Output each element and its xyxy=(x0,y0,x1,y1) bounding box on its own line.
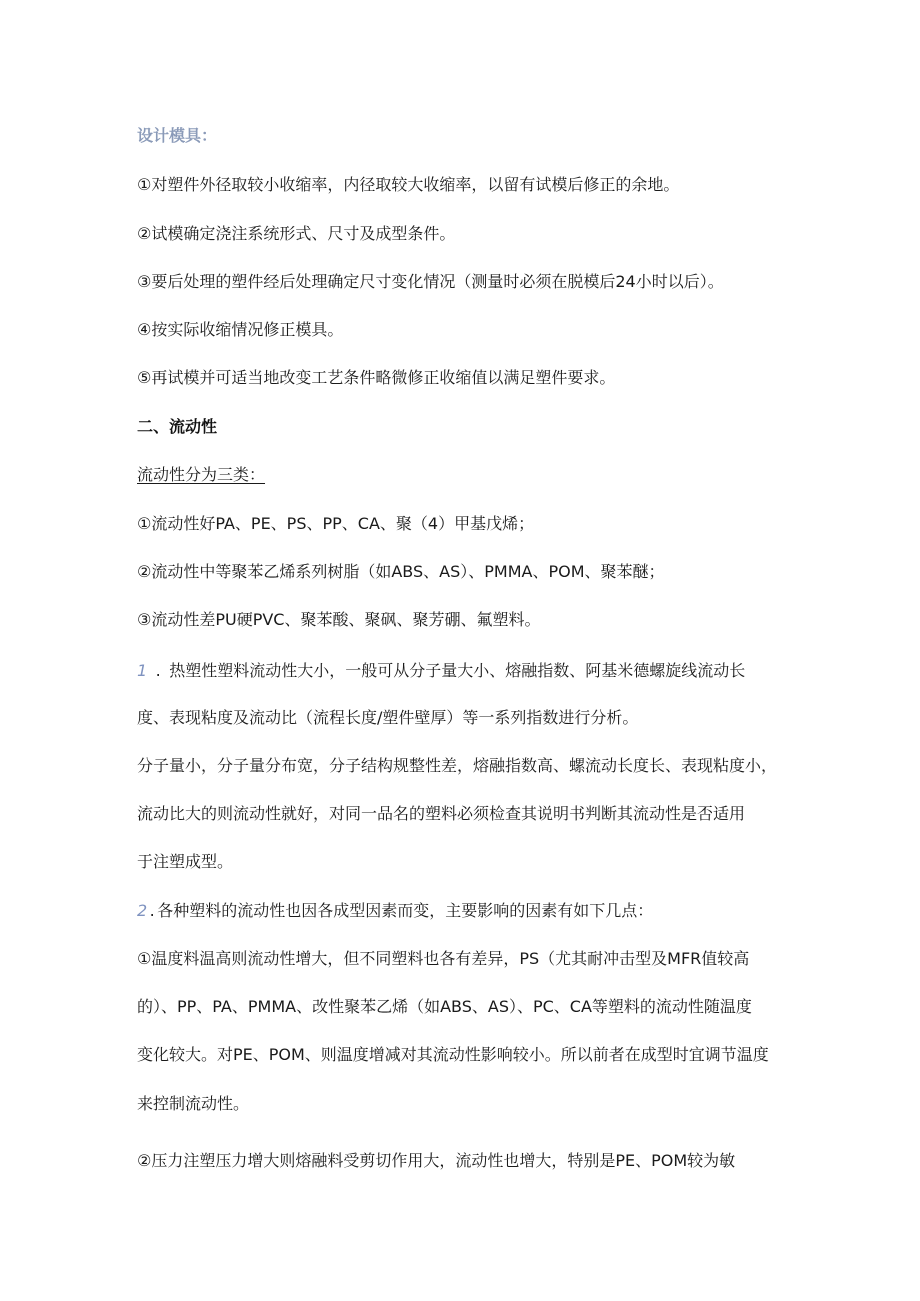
temperature-line-4: 来控制流动性。 xyxy=(137,1094,250,1113)
design-mold-item-5: ⑤再试模并可适当地改变工艺条件略微修正收缩值以满足塑件要求。 xyxy=(137,368,616,387)
pressure-line-1: ②压力注塑压力增大则熔融料受剪切作用大，流动性也增大，特别是PE、POM较为敏 xyxy=(137,1151,736,1170)
point-1-separator: . xyxy=(155,661,161,680)
molecular-line-3: 于注塑成型。 xyxy=(137,852,234,871)
point-1-number: 1 xyxy=(137,661,148,680)
point-2-line xyxy=(137,900,653,922)
design-mold-item-4: ④按实际收缩情况修正模具。 xyxy=(137,320,344,339)
point-1-text: 热塑性塑料流动性大小，一般可从分子量大小、熔融指数、阿基米德螺旋线流动长 xyxy=(169,661,746,680)
point-2-separator: . xyxy=(149,901,155,920)
point-1-line-2: 度、表现粘度及流动比（流程长度/塑件壁厚）等一系列指数进行分析。 xyxy=(137,708,639,727)
design-mold-title: 设计模具： xyxy=(137,126,218,145)
temperature-line-1: ①温度料温高则流动性增大，但不同塑料也各有差异，PS（尤其耐冲击型及MFR值较高 xyxy=(137,949,750,968)
molecular-line-2: 流动比大的则流动性就好，对同一品名的塑料必须检查其说明书判断其流动性是否适用 xyxy=(137,804,746,823)
fluidity-class-good: ①流动性好PA、PE、PS、PP、CA、聚（4）甲基戊烯； xyxy=(137,514,535,533)
design-mold-item-1: ①对塑件外径取较小收缩率，内径取较大收缩率，以留有试模后修正的余地。 xyxy=(137,175,680,194)
temperature-line-2: 的）、PP、PA、PMMA、改性聚苯乙烯（如ABS、AS）、PC、CA等塑料的流动性随温度 xyxy=(137,997,752,1016)
fluidity-class-medium: ②流动性中等聚苯乙烯系列树脂（如ABS、AS）、PMMA、POM、聚苯醚； xyxy=(137,562,665,581)
point-2-number: 2 xyxy=(137,901,148,920)
design-mold-item-3: ③要后处理的塑件经后处理确定尺寸变化情况（测量时必须在脱模后24小时以后）。 xyxy=(137,272,724,291)
point-2-text: 各种塑料的流动性也因各成型因素而变，主要影响的因素有如下几点： xyxy=(157,901,654,920)
temperature-line-3: 变化较大。对PE、POM、则温度增减对其流动性影响较小。所以前者在成型时宜调节温度 xyxy=(137,1045,769,1064)
fluidity-class-poor: ③流动性差PU硬PVC、聚苯酸、聚砜、聚芳硼、氟塑料。 xyxy=(137,610,541,629)
molecular-line-1: 分子量小，分子量分布宽，分子结构规整性差，熔融指数高、螺流动长度长、表现粘度小， xyxy=(137,756,778,775)
fluidity-classification-title: 流动性分为三类： xyxy=(137,465,266,484)
point-1-line-1 xyxy=(137,660,745,682)
design-mold-item-2: ②试模确定浇注系统形式、尺寸及成型条件。 xyxy=(137,224,456,243)
section-title-fluidity: 二、流动性 xyxy=(137,417,218,436)
